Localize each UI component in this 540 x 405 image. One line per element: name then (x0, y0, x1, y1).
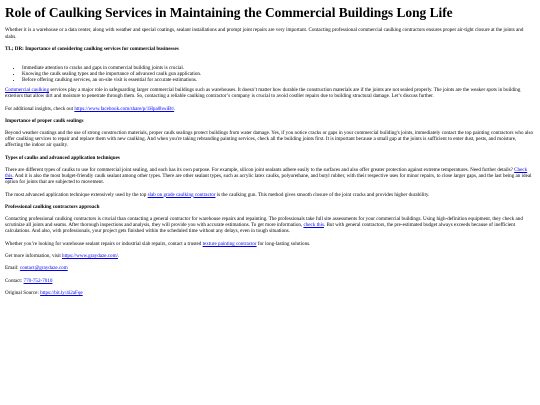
paragraph-commercial-caulking (5, 87, 535, 99)
tldr-heading: TL; DR: Importance of considering caulking services for commercial businesses (5, 45, 179, 52)
texture-painting-link[interactable]: texture painting contractor (202, 240, 257, 247)
contact-label: Original Source: (5, 289, 41, 296)
list-item: • Before offering caulking services, an on-site visit is essential for accurate estimations. (22, 77, 535, 83)
email-link[interactable]: contact@graydaze.com (19, 265, 68, 272)
tldr-list (5, 65, 535, 83)
contact-phone (5, 278, 535, 284)
paragraph-text: is the caulking gun. This method gives smooth closure of the joint cracks and provides higher durability. (215, 191, 430, 198)
phone-link[interactable]: 770-752-7010 (23, 277, 53, 284)
heading-professional-approach: Professional caulking contractors approach (5, 203, 100, 210)
heading-proper-caulk-sealings: Importance of proper caulk sealings (5, 117, 84, 124)
paragraph-text: . (117, 252, 120, 259)
paragraph-text: For additional insights, check out (5, 105, 75, 112)
contact-label: Email: (5, 265, 20, 272)
paragraph-text: Contacting professional caulking contractors is crucial than contacting a general contractor for warehouse repairs and repainting. The professionals take full site assessments for your commercial buildings. Using high-definition equipment, they check and scrutinize all joints and seams. After thorough inspections and analysis, they will provide you with accurate estimations. To get more information, (5, 216, 523, 229)
paragraph-text: Whether you’re looking for warehouse sealant repairs or industrial slab repairs, contact a trusted (5, 240, 203, 247)
paragraph-types (5, 167, 535, 185)
paragraph-text: There are different types of caulks to use for commercial joint sealing, and each has its own purpose. For example, silicon joint sealants adhere easily to the surfaces and also offer greater protection against extreme temperatures. Need further details? (5, 167, 515, 174)
original-source (5, 290, 535, 296)
paragraph-text: . But with general contractors, the pre-estimated budget always exceeds because of inefficient calculations. And also, with professionals, your project gets finished within the scheduled time without any delays, even in tough situations. (5, 222, 516, 235)
website-link[interactable]: https://www.graydaze.com/ (62, 252, 118, 259)
contact-label: Contact: (5, 277, 24, 284)
check-this-link[interactable]: check this (303, 222, 324, 229)
paragraph-text: . (174, 105, 176, 112)
contact-email (5, 265, 535, 271)
paragraph-application-technique (5, 192, 535, 198)
paragraph-additional-insights (5, 106, 535, 112)
check-this-link[interactable]: Check this (5, 167, 528, 180)
slab-on-grade-link[interactable]: slab on grade caulking contractor (147, 191, 216, 198)
paragraph-text: . And it is also the most budget-friendly caulk sealant among other types. There are other sealant types, such as acrylic latex caulks, polyurethane, and butyl rubber, with their respective uses for minor repairs, to close larger gaps, and the last being an ideal option for joints that are subjected to movement. (5, 173, 532, 186)
source-link[interactable]: https://bit.ly/4i2aFqe (40, 289, 83, 296)
paragraph-texture-painting (5, 241, 535, 247)
paragraph-proper-sealings: Beyond weather coatings and the use of strong construction materials, proper caulk sealings protect buildings from water damage. Yes, if you notice cracks or gaps in your commercial building's joints, immediately contact the top painting contractors who also offer caulking services to repair and replace them with new caulking. And when you're taking rebranding painting services, check all the building joints first. It is important because a small gap at the joints is sufficient to enter dust, pests, and moisture, affecting the indoor air quality. (5, 130, 533, 149)
paragraph-text: The most advanced application technique extensively used by the top (5, 191, 148, 198)
heading-types-of-caulks: Types of caulks and advanced application techniques (5, 154, 120, 161)
page-title: Role of Caulking Services in Maintaining the Commercial Buildings Long Life (5, 5, 453, 20)
intro-paragraph: Whether it is a warehouse or a data center, along with weather and special coatings, sealant installations and prompt joint repairs are very important. Contacting professional commercial caulking contractors ensures proper air-tight closure at the joints and slabs. (5, 27, 524, 40)
contact-website (5, 253, 535, 259)
paragraph-professional (5, 216, 535, 234)
commercial-caulking-link[interactable]: Commercial caulking (5, 87, 49, 94)
list-item: • Knowing the caulk sealing types and the importance of advanced caulk gun application. (22, 71, 535, 77)
contact-label: Get more information, visit (5, 252, 63, 259)
paragraph-text: for long-lasting solutions. (256, 240, 311, 247)
paragraph-text: services play a major role in safeguarding larger commercial buildings such as warehouses. It doesn’t matter how durable the construction materials are if the joints are not sealed properly. The joints are the weaker spots in building exteriors that allow dirt and moisture to penetrate through them. So, contacting a reliable caulking contractor’s company is crucial to avoid costlier repairs due to building structural damage. Let’s discuss further. (5, 87, 521, 100)
facebook-link[interactable]: https://www.facebook.com/share/p/1Hpa0hwiBt/ (74, 105, 175, 112)
list-item: • Immediate attention to cracks and gaps in commercial building joints is crucial. (22, 65, 535, 71)
